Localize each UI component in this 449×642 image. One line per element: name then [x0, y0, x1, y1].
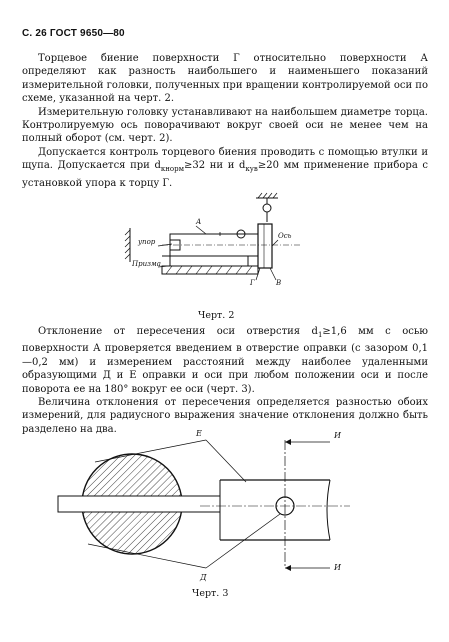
subscript: кув	[245, 165, 258, 174]
label-a: А	[196, 218, 202, 226]
paragraph-measuring-head: Измерительную головку устанавливают на наибольшем диаметре торца. Контролируемую ось поворачивают вокруг своей оси не менее чем на полный оборот (см. черт. 2).	[22, 106, 428, 145]
figure-2-caption: Черт. 2	[198, 310, 235, 321]
subscript: 1	[317, 331, 323, 339]
paragraph-bushing-probe	[22, 146, 428, 190]
figure-2-diagram	[0, 188, 449, 308]
label-prism: Призма	[132, 260, 161, 268]
label-stop: упор	[138, 238, 156, 246]
text-run: Отклонение от пересечения оси отверстия d	[38, 326, 318, 337]
label-axis: Ось	[278, 232, 292, 240]
label-i-bottom: И	[334, 563, 341, 572]
figure-3-diagram	[0, 420, 449, 590]
label-d: Д	[200, 573, 207, 582]
label-i-top: И	[334, 431, 341, 440]
text-run: ≥1,6 мм с осью поверхности А проверяется введением в отверстие оправки (с зазором 0,1—0,2 мм) и измерением расстояний между наиболее удаленными образующими Д и Е оправки и оси при любом положении оси и после поворота ее на 180° вокруг ее оси (черт. 3).	[22, 326, 429, 395]
label-v: В	[276, 279, 282, 287]
paragraph-intersection-deviation	[22, 325, 428, 396]
text-run: ≥32 ни и d	[184, 160, 246, 172]
label-g: Г	[250, 279, 255, 287]
text-run: Допускается контроль торцевого биения проводить с помощью втулки и щупа. Допускается при d	[22, 146, 428, 172]
subscript: кнорм	[160, 165, 185, 174]
label-e: Е	[196, 429, 202, 438]
paragraph-deviation-value: Величина отклонения от пересечения определяется разностью обоих измерений, для радиусного выражения значение отклонения должно быть разделено на два.	[22, 397, 428, 435]
page-header: С. 26 ГОСТ 9650—80	[22, 28, 125, 39]
text-run: ≥20 мм применение прибора с установкой упора к торцу Г.	[22, 160, 428, 189]
figure-3-caption: Черт. 3	[192, 588, 229, 599]
paragraph-face-runout: Торцевое биение поверхности Г относительно поверхности А определяют как разность наибольшего и наименьшего показаний измерительной головки, полученных при вращении контролируемой оси по схеме, указанной на черт. 2.	[22, 53, 428, 105]
text-block-1	[22, 52, 428, 190]
